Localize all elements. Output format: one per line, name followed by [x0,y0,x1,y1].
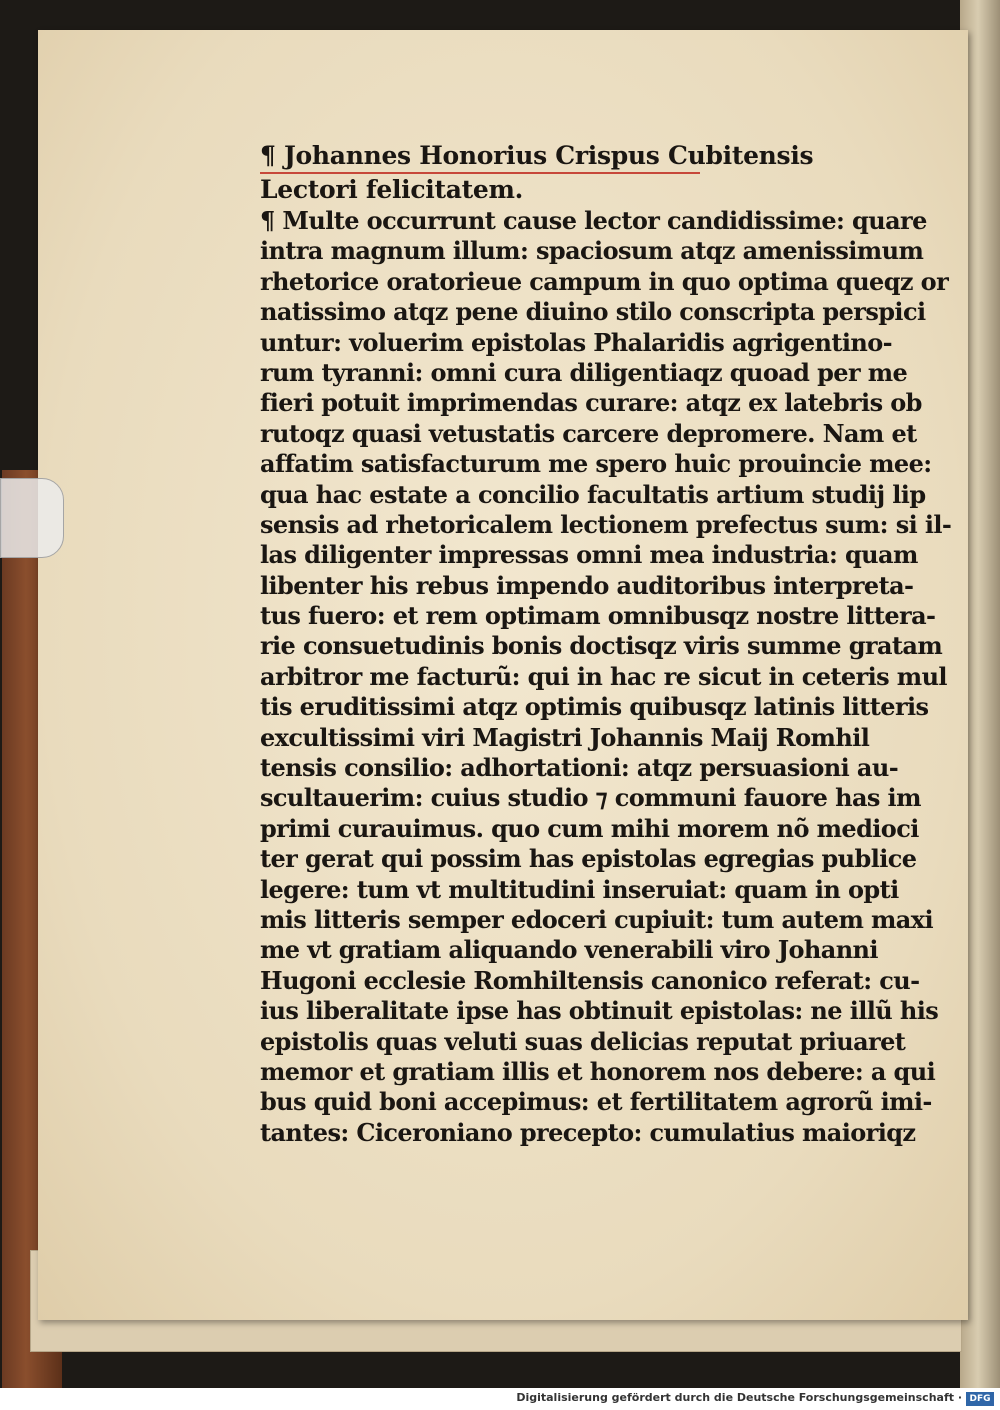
text-line: ius liberalitate ipse has obtinuit epistolas: ne illũ his [260,996,939,1026]
text-line: fieri potuit imprimendas curare: atqz ex latebris ob [260,388,922,418]
text-line: rum tyranni: omni cura diligentiaqz quoad per me [260,357,908,387]
text-line: las diligenter impressas omni mea industria: quam [260,540,918,570]
footer-bar [0,1388,1000,1410]
text-line: tantes: Ciceroniano precepto: cumulatius maioriqz [260,1117,916,1147]
text-line: affatim satisfacturum me spero huic prouincie mee: [260,449,932,479]
text-line: qua hac estate a concilio facultatis artium studij lip [260,479,926,509]
text-line: sensis ad rhetoricalem lectionem prefectus sum: si il- [260,509,952,539]
text-line: excultissimi viri Magistri Johannis Maij Romhil [260,722,870,752]
dfg-logo: DFG [966,1392,994,1406]
glass-clip [0,478,64,558]
funding-credit: Digitalisierung gefördert durch die Deutsche Forschungsgemeinschaft · [516,1391,962,1404]
text-line: memor et gratiam illis et honorem nos debere: a qui [260,1056,936,1086]
heading-line: Lectori felicitatem. [260,175,524,204]
text-line: rie consuetudinis bonis doctisqz viris summe gratam [260,631,943,661]
book-page [38,30,968,1320]
text-line: arbitror me facturũ: qui in hac re sicut in ceteris mul [260,661,947,691]
body-text [260,206,952,1148]
text-line: libenter his rebus impendo auditoribus interpreta- [260,570,914,600]
text-line: scultauerim: cuius studio ⁊ communi fauore has im [260,783,921,813]
text-line: untur: voluerim epistolas Phalaridis agrigentino- [260,327,892,357]
text-line: tensis consilio: adhortationi: atqz persuasioni au- [260,753,899,783]
text-line: intra magnum illum: spaciosum atqz amenissimum [260,236,924,266]
text-line: primi curauimus. quo cum mihi morem nõ medioci [260,813,919,843]
text-line: ter gerat qui possim has epistolas egregias publice [260,844,917,874]
text-block [260,140,952,1148]
heading-line: ¶ Johannes Honorius Crispus Cubitensis [260,141,814,170]
text-line: tis eruditissimi atqz optimis quibusqz latinis litteris [260,692,929,722]
text-line: rutoqz quasi vetustatis carcere depromere. Nam et [260,418,917,448]
text-line: me vt gratiam aliquando venerabili viro Johanni [260,935,878,965]
text-line: legere: tum vt multitudini inseruiat: quam in opti [260,874,899,904]
text-line: natissimo atqz pene diuino stilo conscripta perspici [260,297,926,327]
text-line: rhetorice oratorieue campum in quo optima queqz or [260,266,949,296]
text-line: tus fuero: et rem optimam omnibusqz nostre littera- [260,601,936,631]
text-line: epistolis quas veluti suas delicias reputat priuaret [260,1026,906,1056]
text-line: Hugoni ecclesie Romhiltensis canonico referat: cu- [260,965,920,995]
text-line: mis litteris semper edoceri cupiuit: tum autem maxi [260,904,933,934]
text-line: ¶ Multe occurrunt cause lector candidissime: quare [260,206,927,235]
text-line: bus quid boni accepimus: et fertilitatem agrorũ imi- [260,1087,932,1117]
